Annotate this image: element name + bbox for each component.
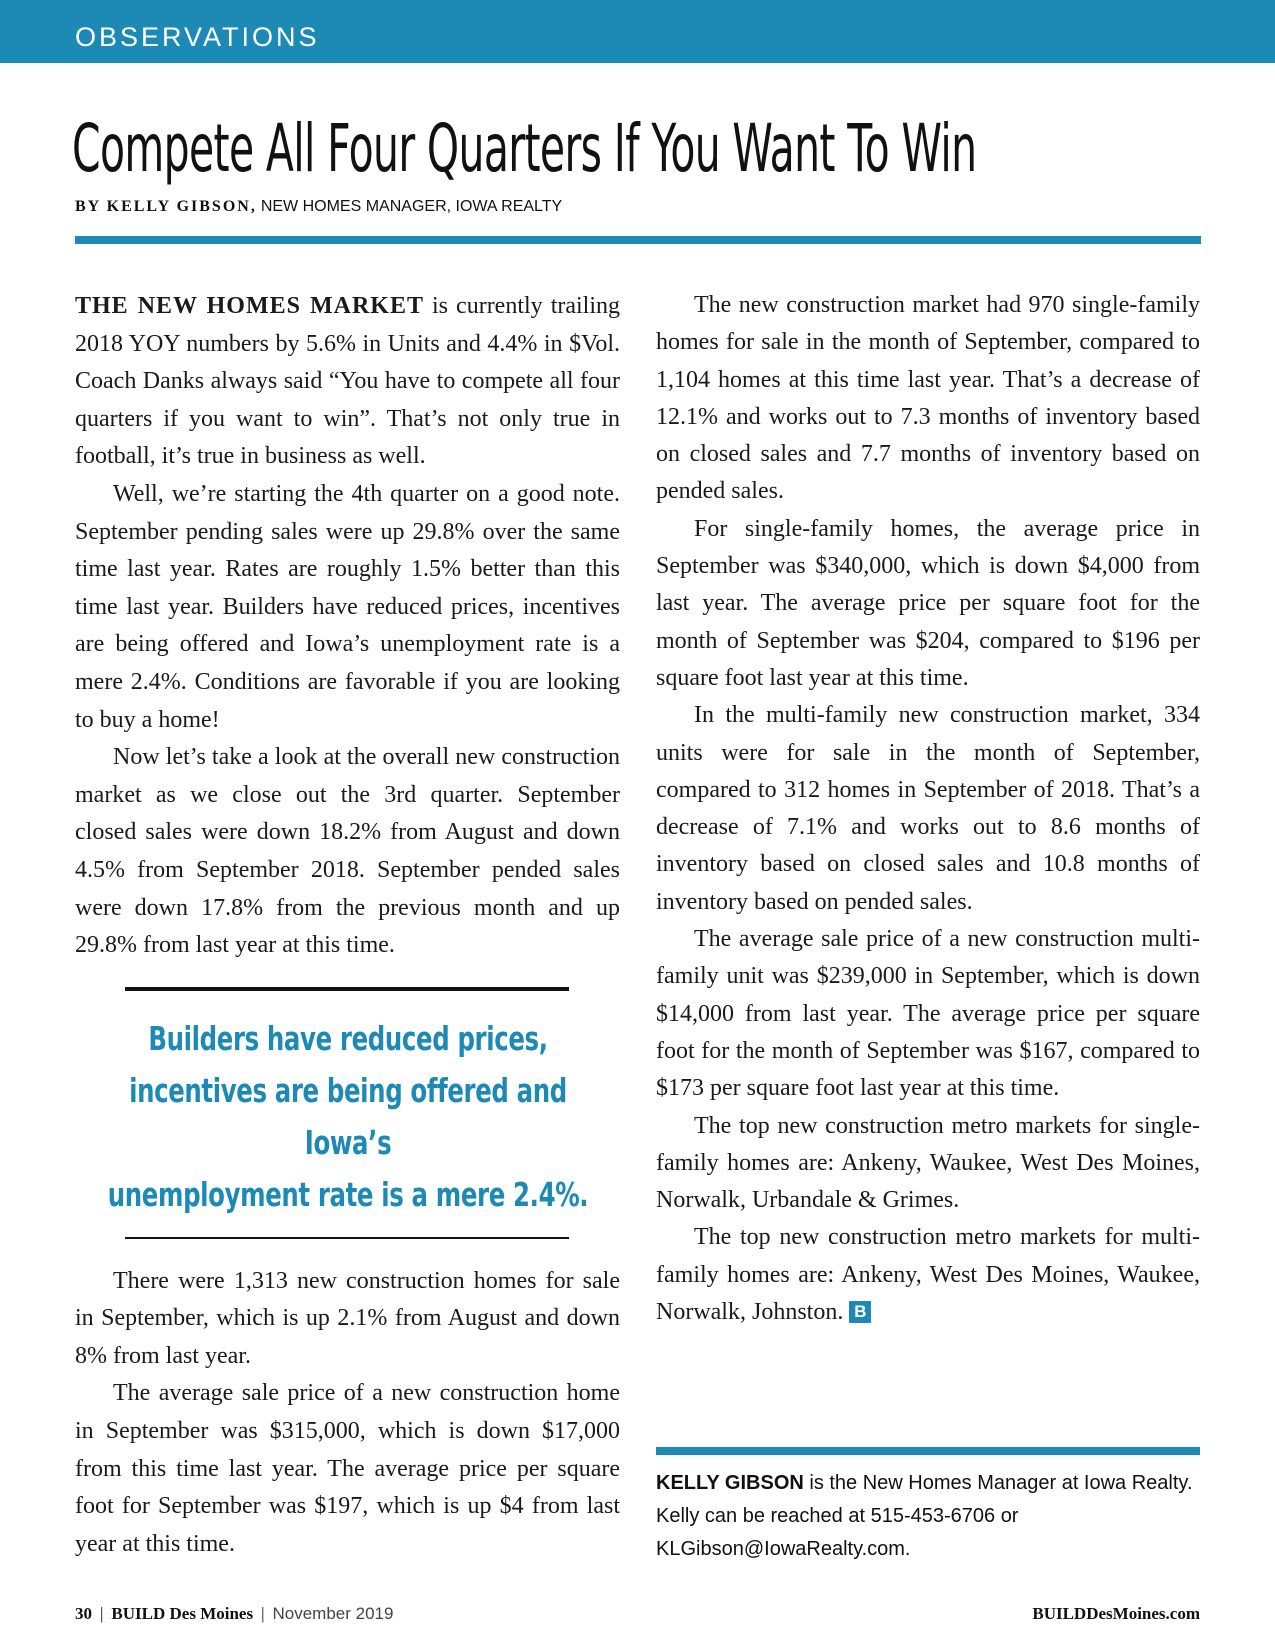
paragraph: In the multi-family new construction market, 334 units were for sale in the month of September, compared to 312 homes in September of 2018. That’s a decrease of 7.1% and works out to 8.6 months of inventory based on closed sales and 10.8 months of inventory based on pended sales. xyxy=(656,702,1200,915)
section-label: OBSERVATIONS xyxy=(75,22,320,52)
bio-contact: Kelly can be reached at 515-453-6706 or xyxy=(656,1505,1019,1527)
paragraph xyxy=(75,288,620,476)
end-mark-icon: B xyxy=(849,1301,871,1323)
article-column-left xyxy=(75,288,620,1563)
paragraph: The top new construction metro markets for single-family homes are: Ankeny, Waukee, West Des Moines, Norwalk, Urbandale & Grimes. xyxy=(656,1112,1200,1214)
paragraph: The average sale price of a new construction multi-family unit was $239,000 in September, which is down $14,000 from last year. The average price per square foot for the month of September was $167, compared to $173 per square foot last year at this time. xyxy=(656,926,1200,1102)
pull-quote-line: unemployment rate is a mere 2.4%. xyxy=(107,1174,589,1214)
footer-separator: | xyxy=(261,1604,265,1623)
paragraph: There were 1,313 new construction homes for sale in September, which is up 2.1% from August and down 8% from last year. xyxy=(75,1267,620,1369)
publication-name: BUILD Des Moines xyxy=(111,1604,254,1623)
lead-in: THE NEW HOMES MARKET xyxy=(75,293,424,319)
pull-quote-line: incentives are being offered and Iowa’s xyxy=(129,1070,567,1162)
paragraph: The new construction market had 970 single-family homes for sale in the month of September, compared to 1,104 homes at this time last year. That’s a decrease of 12.1% and works out to 7.3 months of inventory based on closed sales and 7.7 months of inventory based on pended sales. xyxy=(656,292,1200,505)
bio-text: is the New Homes Manager at Iowa Realty. xyxy=(803,1472,1193,1494)
pull-quote-line: Builders have reduced prices, xyxy=(148,1018,548,1058)
page-footer xyxy=(75,1604,393,1624)
paragraph xyxy=(656,1219,1200,1331)
page-number: 30 xyxy=(75,1604,92,1623)
paragraph: For single-family homes, the average price in September was $340,000, which is down $4,000 from last year. The average price per square foot for the month of September was $204, compared to $196 per square foot last year at this time. xyxy=(656,515,1200,691)
paragraph-text: is currently trailing 2018 YOY numbers by 5.6% in Units and 4.4% in $Vol. Coach Danks always said “You have to compete all four quarters if you want to win”. That’s not only true in football, it’s true in business as well. xyxy=(75,293,621,470)
paragraph: The average sale price of a new construction home in September was $315,000, which is down $17,000 from this time last year. The average price per square foot for September was $197, which is up $4 from last year at this time. xyxy=(75,1380,620,1557)
article-title: Compete All Four Quarters If You Want To Win xyxy=(72,110,977,187)
bio-email: KLGibson@IowaRealty.com. xyxy=(656,1538,911,1560)
byline xyxy=(75,198,562,216)
article-column-right xyxy=(656,287,1200,1331)
paragraph: Now let’s take a look at the overall new construction market as we close out the 3rd quarter. September closed sales were down 18.2% from August and down 4.5% from September 2018. September pended sales were down 17.8% from the previous month and up 29.8% from last year at this time. xyxy=(75,744,620,959)
bio-divider xyxy=(656,1447,1200,1455)
bio-name: KELLY GIBSON xyxy=(656,1472,804,1494)
byline-role: NEW HOMES MANAGER, IOWA REALTY xyxy=(260,198,563,215)
pull-quote-rule-bottom xyxy=(125,1237,569,1239)
pull-quote xyxy=(75,987,620,1239)
section-header-band xyxy=(0,0,1275,63)
pull-quote-text xyxy=(104,991,592,1237)
paragraph: Well, we’re starting the 4th quarter on a good note. September pending sales were up 29.8% over the same time last year. Rates are roughly 1.5% better than this time last year. Builders have reduced prices, incentives are being offered and Iowa’s unemployment rate is a mere 2.4%. Conditions are favorable if you are looking to buy a home! xyxy=(75,480,620,733)
paragraph-text: The top new construction metro markets for multi-family homes are: Ankeny, West Des Moines, Waukee, Norwalk, Johnston. xyxy=(656,1224,1200,1326)
footer-website: BUILDDesMoines.com xyxy=(1032,1604,1200,1623)
title-divider xyxy=(75,236,1201,244)
byline-author: BY KELLY GIBSON, xyxy=(75,198,257,215)
footer-separator: | xyxy=(100,1604,104,1623)
issue-date: November 2019 xyxy=(272,1604,394,1623)
author-bio xyxy=(656,1467,1200,1566)
